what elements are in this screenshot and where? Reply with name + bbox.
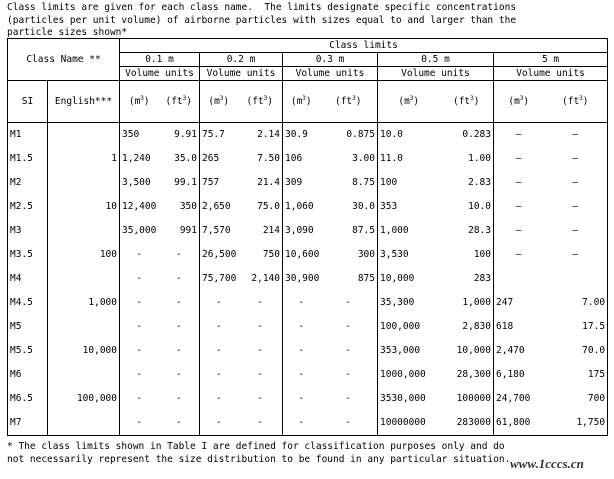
ft3-value-cell: —: [544, 243, 608, 267]
ft3-value-cell: -: [159, 291, 200, 315]
m3-value-cell: -: [200, 411, 238, 436]
m3-value-cell: -: [215, 297, 222, 308]
ft3-unit-header: $(ft^3)$: [159, 81, 200, 123]
m3-value-cell: -: [136, 393, 143, 404]
m3-value-cell: -: [136, 273, 143, 284]
si-class-cell: M7: [8, 411, 48, 436]
ft3-value-cell: 0.875: [320, 123, 378, 148]
m3-value-cell: 350: [122, 129, 140, 140]
english-class-cell: 1: [48, 147, 120, 171]
ft3-value-cell: 100: [440, 243, 494, 267]
ft3-value-cell: 7.00: [544, 291, 608, 315]
volume-units-header: Volume units: [283, 67, 378, 81]
ft3-value-cell: [544, 267, 608, 291]
ft3-value-cell: -: [159, 387, 200, 411]
ft3-value-cell: 7.50: [238, 147, 283, 171]
m3-value-cell: -: [215, 321, 222, 332]
m3-value-cell: 75,700: [202, 273, 237, 284]
ft3-value-cell: 2.83: [440, 171, 494, 195]
si-class-cell: M2.5: [8, 195, 48, 219]
m3-value-cell: 265: [202, 153, 220, 164]
ft3-value-cell: 21.4: [238, 171, 283, 195]
table-row: [8, 411, 608, 436]
si-class-cell: M6: [8, 363, 48, 387]
english-class-cell: [48, 315, 120, 339]
m3-value-cell: 26,500: [202, 249, 237, 260]
m3-value-cell: -: [298, 369, 305, 380]
ft3-value-cell: 28,300: [440, 363, 494, 387]
m3-unit-header: $(m^3)$: [120, 81, 159, 123]
ft3-value-cell: -: [159, 339, 200, 363]
table-row: [8, 387, 608, 411]
class-limits-table: [7, 38, 608, 436]
table-row: [8, 363, 608, 387]
m3-value-cell: —: [515, 177, 522, 188]
m3-value-cell: 12,400: [122, 201, 157, 212]
ft3-value-cell: -: [159, 243, 200, 267]
m3-value-cell: 353,000: [380, 345, 421, 356]
ft3-unit-header: $(ft^3)$: [440, 81, 494, 123]
ft3-value-cell: -: [238, 363, 283, 387]
m3-value-cell: 353: [380, 201, 398, 212]
ft3-value-cell: -: [320, 291, 378, 315]
m3-value-cell: -: [298, 345, 305, 356]
ft3-value-cell: -: [320, 339, 378, 363]
m3-unit-header: $(m^3)$: [200, 81, 238, 123]
english-class-cell: 10,000: [48, 339, 120, 363]
m3-unit-header: $(m^3)$: [283, 81, 320, 123]
m3-value-cell: 30.9: [285, 129, 308, 140]
m3-value-cell: 35,000: [122, 225, 157, 236]
m3-value-cell: 11.0: [380, 153, 403, 164]
ft3-value-cell: 70.0: [544, 339, 608, 363]
ft3-value-cell: 283000: [440, 411, 494, 436]
m3-value-cell: -: [136, 345, 143, 356]
m3-value-cell: 3530,000: [380, 393, 426, 404]
si-class-cell: M6.5: [8, 387, 48, 411]
table-row: [8, 315, 608, 339]
ft3-value-cell: 2.14: [238, 123, 283, 148]
si-class-cell: M5: [8, 315, 48, 339]
ft3-value-cell: 10.0: [440, 195, 494, 219]
ft3-value-cell: —: [544, 195, 608, 219]
ft3-value-cell: 1.00: [440, 147, 494, 171]
footnote: * The class limits shown in Table I are defined for classification purposes only and do not necessarily represent the size distribution to be found in any particular situation.: [7, 441, 511, 465]
ft3-value-cell: 8.75: [320, 171, 378, 195]
size-header-3: 0.5 m: [378, 53, 494, 67]
english-class-cell: [48, 219, 120, 243]
ft3-value-cell: 35.0: [159, 147, 200, 171]
ft3-value-cell: 2,140: [238, 267, 283, 291]
size-header-1: 0.2 m: [200, 53, 283, 67]
m3-value-cell: -: [215, 393, 222, 404]
ft3-value-cell: 100000: [440, 387, 494, 411]
class-limits-header: Class limits: [120, 39, 608, 53]
ft3-value-cell: -: [238, 387, 283, 411]
english-class-cell: [48, 363, 120, 387]
si-class-cell: M1: [8, 123, 48, 148]
ft3-value-cell: -: [238, 315, 283, 339]
m3-value-cell: —: [515, 225, 522, 236]
m3-value-cell: -: [136, 249, 143, 260]
m3-value-cell: -: [215, 369, 222, 380]
m3-value-cell: -: [136, 369, 143, 380]
m3-value-cell: 757: [202, 177, 220, 188]
english-class-cell: 100: [48, 243, 120, 267]
english-class-cell: [48, 123, 120, 148]
m3-value-cell: 1000,000: [380, 369, 426, 380]
si-class-cell: M1.5: [8, 147, 48, 171]
m3-value-cell: 35,300: [380, 297, 415, 308]
ft3-value-cell: 700: [544, 387, 608, 411]
ft3-value-cell: 28.3: [440, 219, 494, 243]
ft3-value-cell: -: [320, 411, 378, 436]
ft3-value-cell: 10,000: [440, 339, 494, 363]
m3-value-cell: 10,000: [380, 273, 415, 284]
m3-value-cell: -: [120, 411, 159, 436]
m3-value-cell: 247: [496, 297, 514, 308]
ft3-value-cell: 750: [238, 243, 283, 267]
table-row: [8, 123, 608, 148]
table-row: [8, 339, 608, 363]
ft3-value-cell: 875: [320, 267, 378, 291]
m3-value-cell: -: [298, 393, 305, 404]
ft3-value-cell: 9.91: [159, 123, 200, 148]
english-class-cell: [48, 267, 120, 291]
si-class-cell: M2: [8, 171, 48, 195]
m3-value-cell: 3,090: [285, 225, 314, 236]
intro-text: Class limits are given for each class name. The limits designate specific concentrations (particles per unit volume) of airborne particles with sizes equal to and larger than the particle sizes shown*: [7, 2, 517, 38]
ft3-value-cell: -: [238, 339, 283, 363]
m3-value-cell: -: [215, 345, 222, 356]
ft3-value-cell: 99.1: [159, 171, 200, 195]
volume-units-header: Volume units: [200, 67, 283, 81]
class-name-header: Class Name **: [8, 53, 120, 67]
watermark: www.1cccs.cn: [510, 456, 584, 471]
ft3-value-cell: -: [159, 315, 200, 339]
ft3-value-cell: 75.0: [238, 195, 283, 219]
m3-value-cell: 2,650: [202, 201, 231, 212]
ft3-value-cell: 87.5: [320, 219, 378, 243]
m3-value-cell: -: [298, 321, 305, 332]
ft3-value-cell: —: [544, 147, 608, 171]
english-class-cell: [48, 411, 120, 436]
m3-value-cell: 3,500: [122, 177, 151, 188]
m3-value-cell: 10000000: [378, 411, 440, 436]
ft3-value-cell: -: [238, 291, 283, 315]
ft3-value-cell: -: [238, 411, 283, 436]
m3-value-cell: 100,000: [380, 321, 421, 332]
m3-value-cell: 309: [285, 177, 303, 188]
table-row: [8, 219, 608, 243]
ft3-value-cell: 300: [320, 243, 378, 267]
si-class-cell: M5.5: [8, 339, 48, 363]
m3-value-cell: 10,600: [285, 249, 320, 260]
m3-value-cell: -: [136, 297, 143, 308]
m3-value-cell: 1,060: [285, 201, 314, 212]
ft3-value-cell: 0.283: [440, 123, 494, 148]
ft3-value-cell: 991: [159, 219, 200, 243]
ft3-value-cell: —: [544, 219, 608, 243]
table-row: [8, 171, 608, 195]
english-class-cell: 100,000: [48, 387, 120, 411]
m3-value-cell: 30,900: [285, 273, 320, 284]
m3-value-cell: 3,530: [380, 249, 409, 260]
ft3-value-cell: 3.00: [320, 147, 378, 171]
m3-value-cell: 100: [380, 177, 398, 188]
english-class-cell: 1,000: [48, 291, 120, 315]
ft3-value-cell: —: [544, 123, 608, 148]
ft3-value-cell: 17.5: [544, 315, 608, 339]
m3-value-cell: [494, 267, 544, 291]
m3-value-cell: 61,800: [494, 411, 544, 436]
m3-value-cell: —: [515, 201, 522, 212]
ft3-value-cell: 1,750: [544, 411, 608, 436]
m3-value-cell: 1,240: [122, 153, 151, 164]
ft3-value-cell: 283: [440, 267, 494, 291]
ft3-value-cell: -: [320, 315, 378, 339]
size-header-4: 5 m: [494, 53, 608, 67]
si-class-cell: M4.5: [8, 291, 48, 315]
si-class-cell: M3: [8, 219, 48, 243]
table-row: [8, 243, 608, 267]
ft3-value-cell: 2,830: [440, 315, 494, 339]
english-class-cell: [48, 171, 120, 195]
m3-value-cell: -: [298, 297, 305, 308]
si-class-cell: M3.5: [8, 243, 48, 267]
m3-value-cell: —: [515, 153, 522, 164]
ft3-value-cell: 1,000: [440, 291, 494, 315]
m3-value-cell: 618: [496, 321, 514, 332]
ft3-unit-header: $(ft^3)$: [320, 81, 378, 123]
ft3-value-cell: -: [320, 363, 378, 387]
table-row: [8, 195, 608, 219]
m3-value-cell: 24,700: [496, 393, 531, 404]
m3-value-cell: —: [515, 249, 522, 260]
m3-value-cell: 2,470: [496, 345, 525, 356]
ft3-value-cell: 350: [159, 195, 200, 219]
table-row: [8, 291, 608, 315]
size-header-2: 0.3 m: [283, 53, 378, 67]
ft3-value-cell: -: [320, 387, 378, 411]
english-header: English***: [48, 81, 120, 123]
m3-value-cell: 6,180: [496, 369, 525, 380]
table-row: [8, 267, 608, 291]
m3-value-cell: 7,570: [202, 225, 231, 236]
m3-value-cell: 106: [285, 153, 303, 164]
si-header: SI: [8, 81, 48, 123]
ft3-value-cell: 175: [544, 363, 608, 387]
m3-value-cell: -: [283, 411, 320, 436]
m3-value-cell: -: [136, 321, 143, 332]
ft3-value-cell: -: [159, 363, 200, 387]
size-header-0: 0.1 m: [120, 53, 200, 67]
ft3-unit-header: $(ft^3)$: [544, 81, 608, 123]
si-class-cell: M4: [8, 267, 48, 291]
english-class-cell: 10: [48, 195, 120, 219]
ft3-value-cell: 30.0: [320, 195, 378, 219]
m3-unit-header: $(m^3)$: [494, 81, 544, 123]
m3-value-cell: 10.0: [380, 129, 403, 140]
ft3-value-cell: 214: [238, 219, 283, 243]
m3-value-cell: —: [515, 129, 522, 140]
m3-value-cell: 75.7: [202, 129, 225, 140]
m3-unit-header: $(m^3)$: [378, 81, 440, 123]
volume-units-header: Volume units: [120, 67, 200, 81]
volume-units-header: Volume units: [494, 67, 608, 81]
m3-value-cell: 1,000: [380, 225, 409, 236]
volume-units-header: Volume units: [378, 67, 494, 81]
ft3-value-cell: —: [544, 171, 608, 195]
table-row: [8, 147, 608, 171]
ft3-unit-header: $(ft^3)$: [238, 81, 283, 123]
ft3-value-cell: -: [159, 267, 200, 291]
ft3-value-cell: -: [159, 411, 200, 436]
